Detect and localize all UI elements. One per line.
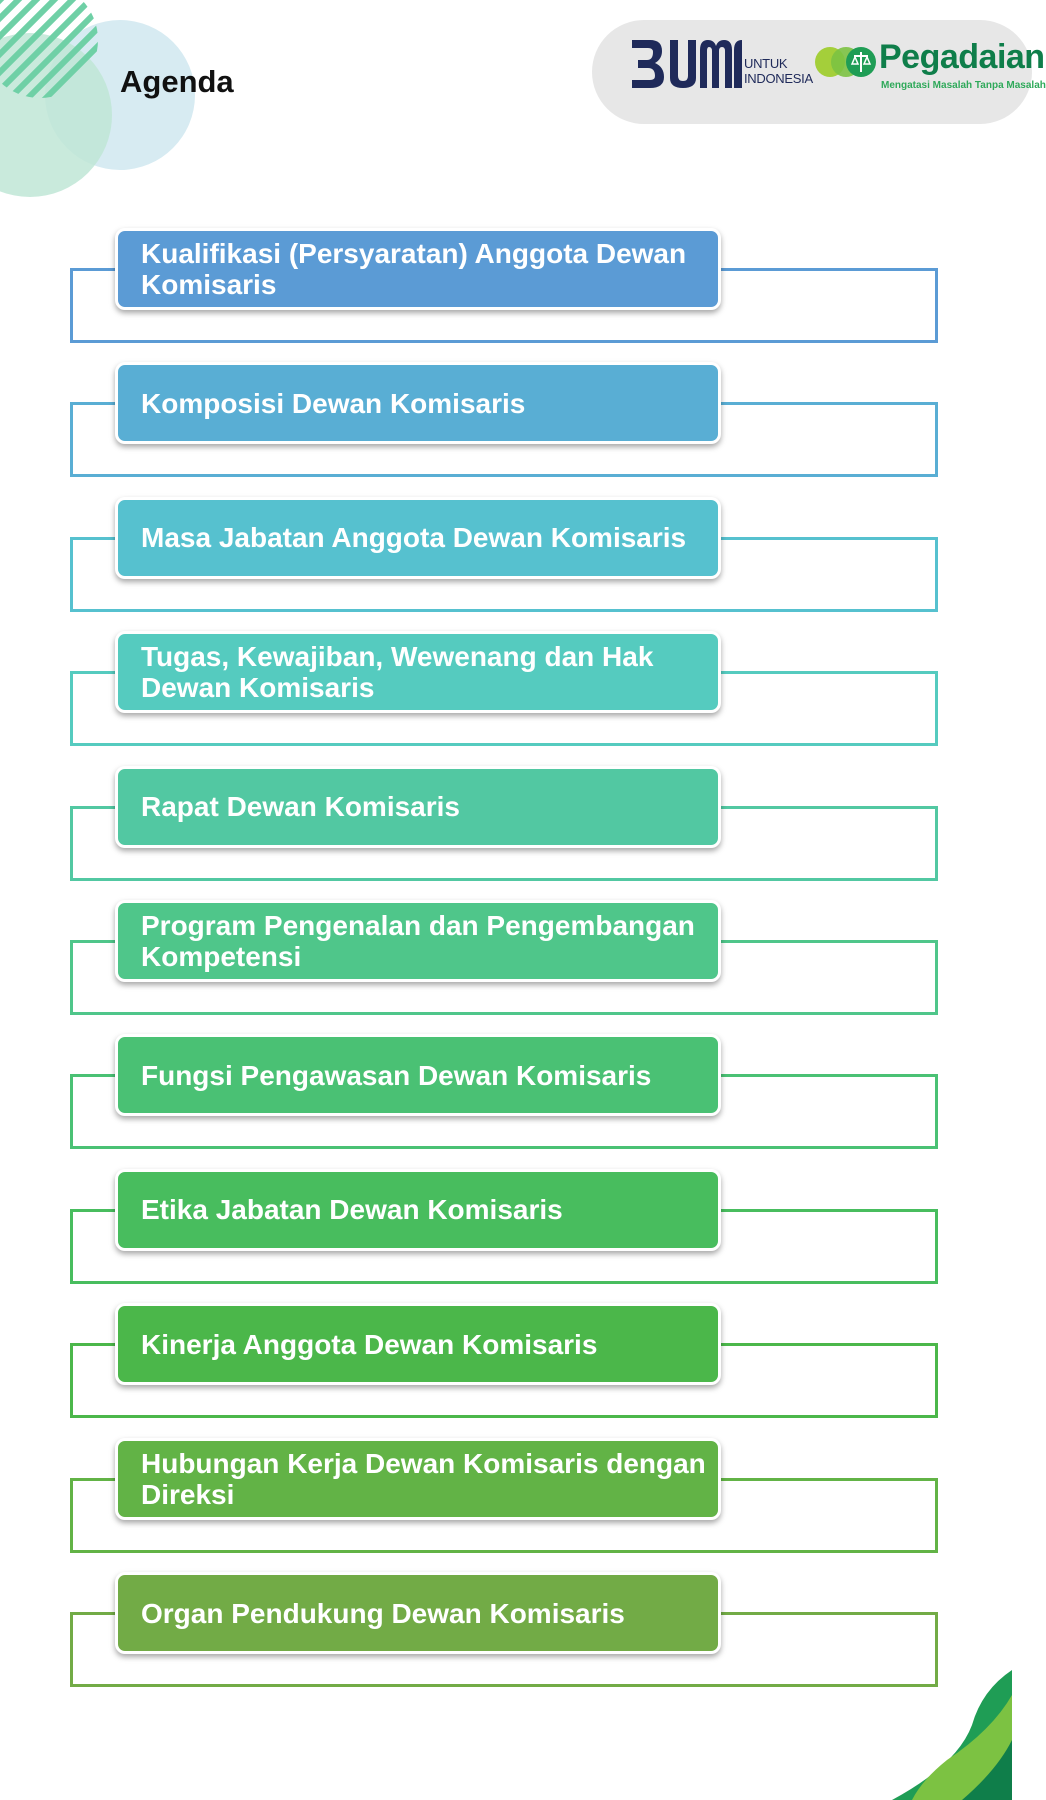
agenda-item-card <box>115 1303 721 1385</box>
agenda-item-card <box>115 1438 721 1520</box>
agenda-item-label: Komposisi Dewan Komisaris <box>141 387 526 419</box>
agenda-item-label: Kualifikasi (Persyaratan) Anggota Dewan Komisaris <box>141 238 687 300</box>
corner-decoration-top-left <box>0 0 200 210</box>
agenda-item-label: Program Pengenalan dan Pengembangan Kompetensi <box>141 910 695 972</box>
agenda-item <box>0 900 1012 1022</box>
pegadaian-logo-icon <box>814 42 878 82</box>
agenda-item <box>0 631 1012 753</box>
agenda-item-card <box>115 631 721 713</box>
agenda-item <box>0 362 1012 484</box>
page-title: Agenda <box>120 64 234 99</box>
agenda-item-card <box>115 228 721 310</box>
agenda-item <box>0 1303 1012 1425</box>
agenda-item-card <box>115 497 721 579</box>
agenda-item <box>0 1169 1012 1291</box>
agenda-item <box>0 1034 1012 1156</box>
bumn-logo-icon <box>630 36 742 92</box>
bumn-logo-line2: INDONESIA <box>744 71 813 86</box>
agenda-item <box>0 766 1012 888</box>
bumn-logo-line1: UNTUK <box>744 56 788 71</box>
logo-banner <box>592 20 1046 124</box>
agenda-item-card <box>115 900 721 982</box>
agenda-item-card <box>115 362 721 444</box>
agenda-item-label: Organ Pendukung Dewan Komisaris <box>141 1597 625 1629</box>
agenda-item-label: Etika Jabatan Dewan Komisaris <box>141 1194 563 1226</box>
agenda-item-card <box>115 766 721 848</box>
agenda-item-label: Rapat Dewan Komisaris <box>141 791 460 823</box>
agenda-item-label: Hubungan Kerja Dewan Komisaris dengan Direksi <box>141 1447 706 1510</box>
agenda-item-label: Tugas, Kewajiban, Wewenang dan Hak Dewan Komisaris <box>141 641 654 704</box>
agenda-item-card <box>115 1034 721 1116</box>
agenda-item-label: Kinerja Anggota Dewan Komisaris <box>141 1328 598 1360</box>
agenda-item <box>0 497 1012 619</box>
agenda-item <box>0 228 1012 350</box>
agenda-item-label: Fungsi Pengawasan Dewan Komisaris <box>141 1059 652 1091</box>
pegadaian-logo-name: Pegadaian <box>879 38 1045 76</box>
agenda-item <box>0 1438 1012 1560</box>
pegadaian-logo-tagline: Mengatasi Masalah Tanpa Masalah <box>881 80 1046 91</box>
agenda-item-card <box>115 1169 721 1251</box>
agenda-item-label: Masa Jabatan Anggota Dewan Komisaris <box>141 522 687 554</box>
agenda-item-card <box>115 1572 721 1654</box>
bumn-logo-text <box>744 56 813 86</box>
corner-decoration-bottom-right <box>852 1670 1012 1800</box>
